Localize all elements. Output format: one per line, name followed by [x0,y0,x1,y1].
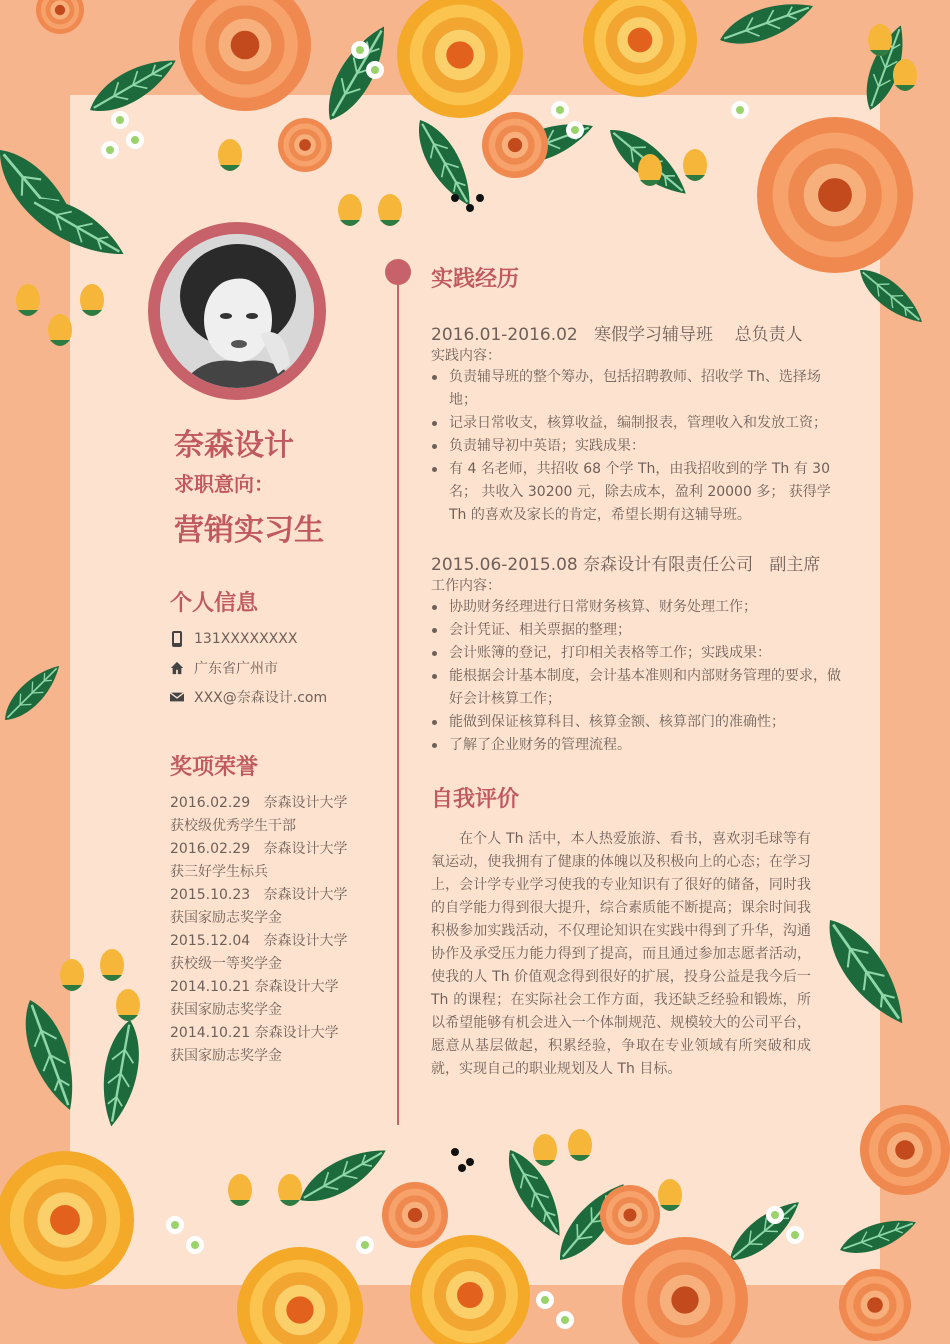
list-item: 能做到保证核算科目、核算金额、核算部门的准确性； [431,711,846,734]
self-eval-text: 在个人 Th 活中，本人热爱旅游、看书，喜欢羽毛球等有氧运动，使我拥有了健康的体魄以及积极向上的心态；在学习上，会计学专业学习使我的专业知识有了很好的储备，同时我的自学能力得到很大提升，综合素质能不断提高；课余时间我积极参加实践活动，不仅理论知识在实践中得到了升华，沟通协作及承受压力能力得到了提高，而且通过参加志愿者活动，使我的人 Th 价值观念得到很好的扩展，投身公益是我今后一 Th 的课程；在实际社会工作方面，我还缺乏经验和锻炼，所以希望能够有机会进入一个体制规范、规模较大的公司平台，愿意从基层做起，积累经验，争取在专业领域有所突破和成就，实现自己的职业规划及人 Th 目标。 [431,831,811,1077]
award-item-text: 获国家励志奖学金 [170,1048,282,1064]
list-item: 有 4 名老师，共招收 68 个学 Th，由我招收到的学 Th 有 30 名； 共收入 30200 元，除去成本，盈利 20000 多； 获得学 Th 的喜欢及家长的肯定，希望长期有这辅导班。 [431,458,846,527]
phone-number: 131XXXXXXXX [194,631,298,647]
list-item: 了解了企业财务的管理流程。 [431,734,846,757]
email-row [170,686,327,708]
award-item-text: 获国家励志奖学金 [170,910,282,926]
practice-title: 实践经历 [431,267,520,292]
phone-icon [170,631,184,647]
job-heading: 2015.06-2015.08 奈森设计有限责任公司 副主席 [431,555,821,575]
address-row [170,657,278,679]
self-eval-title: 自我评价 [431,787,520,812]
job-intent-label: 求职意向： [174,472,274,496]
list-item: 会计账簿的登记，打印相关表格等工作；实践成果： [431,642,846,665]
job-heading: 2016.01-2016.02 寒假学习辅导班 总负责人 [431,325,803,345]
avatar [160,234,314,388]
address: 广东省广州市 [194,661,278,677]
award-item-heading: 2015.10.23 奈森设计大学 [170,887,348,903]
award-item-text: 获校级优秀学生干部 [170,818,296,834]
list-item: 负责辅导初中英语；实践成果： [431,435,846,458]
job-intent: 营销实习生 [174,513,324,548]
list-item: 负责辅导班的整个筹办，包括招聘教师、招收学 Th、选择场地； [431,366,846,412]
award-item-text: 获三好学生标兵 [170,864,268,880]
list-item: 会计凭证、相关票据的整理； [431,619,846,642]
job-duties-list [431,596,846,757]
list-item: 能根据会计基本制度，会计基本准则和内部财务管理的要求，做好会计核算工作； [431,665,846,711]
award-item-heading: 2014.10.21 奈森设计大学 [170,1025,339,1041]
award-item-heading: 2016.02.29 奈森设计大学 [170,841,348,857]
job-duties-list [431,366,846,527]
job-content-label: 工作内容： [431,578,501,594]
awards-title: 奖项荣誉 [170,755,259,780]
email-address: XXX@奈森设计.com [194,690,328,706]
awards-list [170,792,370,1068]
home-icon [170,660,184,676]
profile-photo-frame [148,222,326,400]
timeline-dot [385,259,411,285]
award-item-heading: 2014.10.21 奈森设计大学 [170,979,339,995]
award-item-text: 获校级一等奖学金 [170,956,282,972]
award-item-heading: 2016.02.29 奈森设计大学 [170,795,348,811]
phone-row [170,628,297,650]
award-item-heading: 2015.12.04 奈森设计大学 [170,933,348,949]
portrait-photo [160,234,314,388]
candidate-name: 奈森设计 [174,428,294,463]
job-content-label: 实践内容： [431,348,501,364]
personal-info-title: 个人信息 [170,591,259,616]
list-item: 记录日常收支，核算收益，编制报表，管理收入和发放工资； [431,412,846,435]
timeline-divider [397,270,399,1125]
list-item: 协助财务经理进行日常财务核算、财务处理工作； [431,596,846,619]
award-item-text: 获国家励志奖学金 [170,1002,282,1018]
mail-icon [170,689,184,705]
